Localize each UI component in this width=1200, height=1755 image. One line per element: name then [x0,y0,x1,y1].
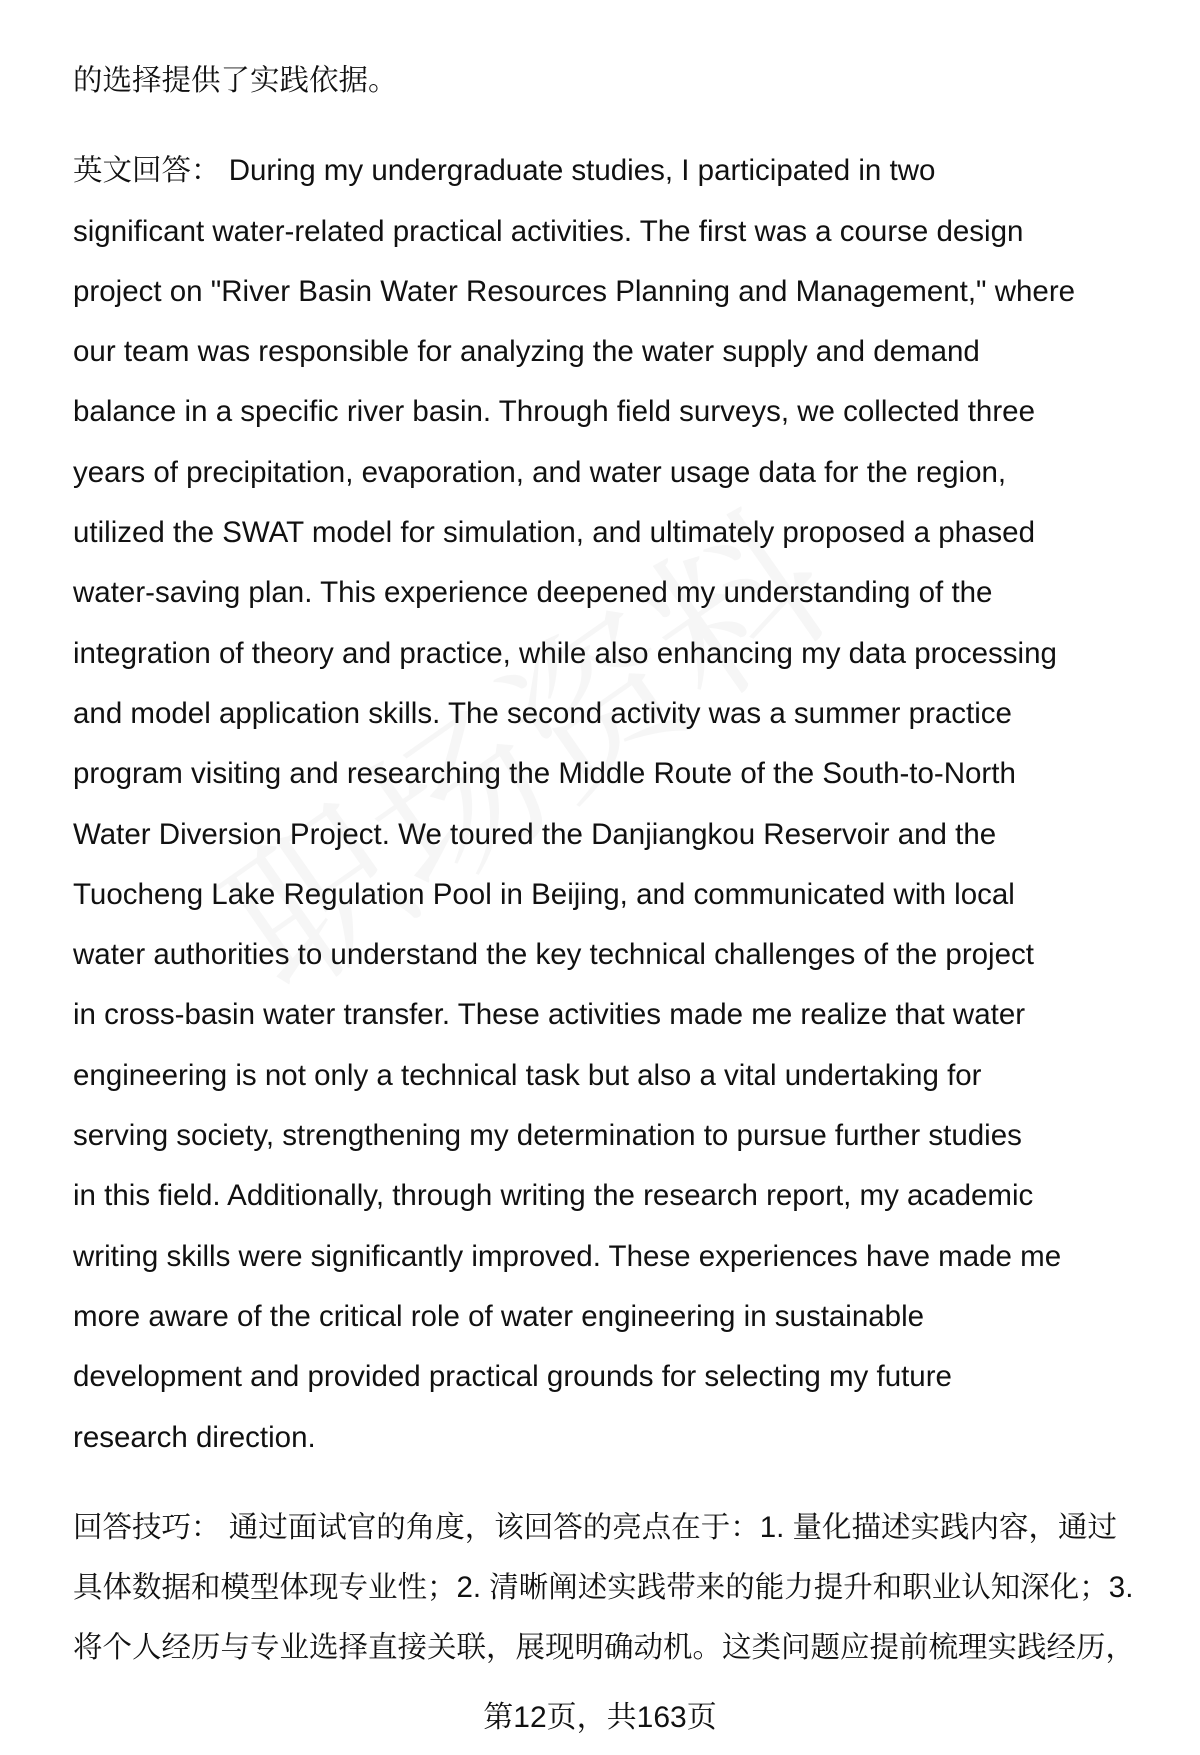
text-line: 具体数据和模型体现专业性；2. 清晰阐述实践带来的能力提升和职业认知深化；3. [73,1571,1134,1605]
text-line: 将个人经历与专业选择直接关联，展现明确动机。这类问题应提前梳理实践经历， [73,1631,1136,1665]
text-line: utilized the SWAT model for simulation, and ultimately proposed a phased [73,516,1035,550]
page-number: 第12页，共163页 [483,1701,717,1734]
text-line: project on "River Basin Water Resources Planning and Management," where [73,274,1076,308]
text-line: balance in a specific river basin. Through field surveys, we collected three [73,395,1035,429]
paragraph [73,141,1163,1468]
text-line: program visiting and researching the Middle Route of the South-to-North [73,757,1016,791]
text-line: water authorities to understand the key technical challenges of the project [73,938,1034,972]
text-line: Water Diversion Project. We toured the Danjiangkou Reservoir and the [73,817,997,851]
text-line: serving society, strengthening my determination to pursue further studies [73,1119,1022,1153]
paragraph [73,1498,1163,1679]
text-line: 英文回答： During my undergraduate studies, I participated in two [73,154,936,188]
text-line: and model application skills. The second activity was a summer practice [73,696,1012,730]
text-line: writing skills were significantly improved. These experiences have made me [73,1239,1062,1273]
text-line: more aware of the critical role of water engineering in sustainable [73,1299,925,1333]
text-line: in this field. Additionally, through writing the research report, my academic [73,1179,1034,1213]
text-line: integration of theory and practice, while also enhancing my data processing [73,636,1057,670]
text-line: water-saving plan. This experience deepened my understanding of the [73,576,993,610]
text-line: development and provided practical grounds for selecting my future [73,1360,952,1394]
document-body [73,51,1163,1709]
text-line: years of precipitation, evaporation, and water usage data for the region, [73,455,1007,489]
text-line: our team was responsible for analyzing the water supply and demand [73,335,980,369]
text-line: 的选择提供了实践依据。 [73,64,398,97]
paragraph [73,51,1163,111]
text-line: research direction. [73,1420,316,1454]
text-line: significant water-related practical activities. The first was a course design [73,214,1024,248]
text-line: 回答技巧： 通过面试官的角度，该回答的亮点在于：1. 量化描述实践内容，通过 [73,1510,1117,1544]
text-line: Tuocheng Lake Regulation Pool in Beijing, and communicated with local [73,877,1015,911]
text-line: engineering is not only a technical task but also a vital undertaking for [73,1058,982,1092]
text-line: in cross-basin water transfer. These activities made me realize that water [73,998,1026,1032]
